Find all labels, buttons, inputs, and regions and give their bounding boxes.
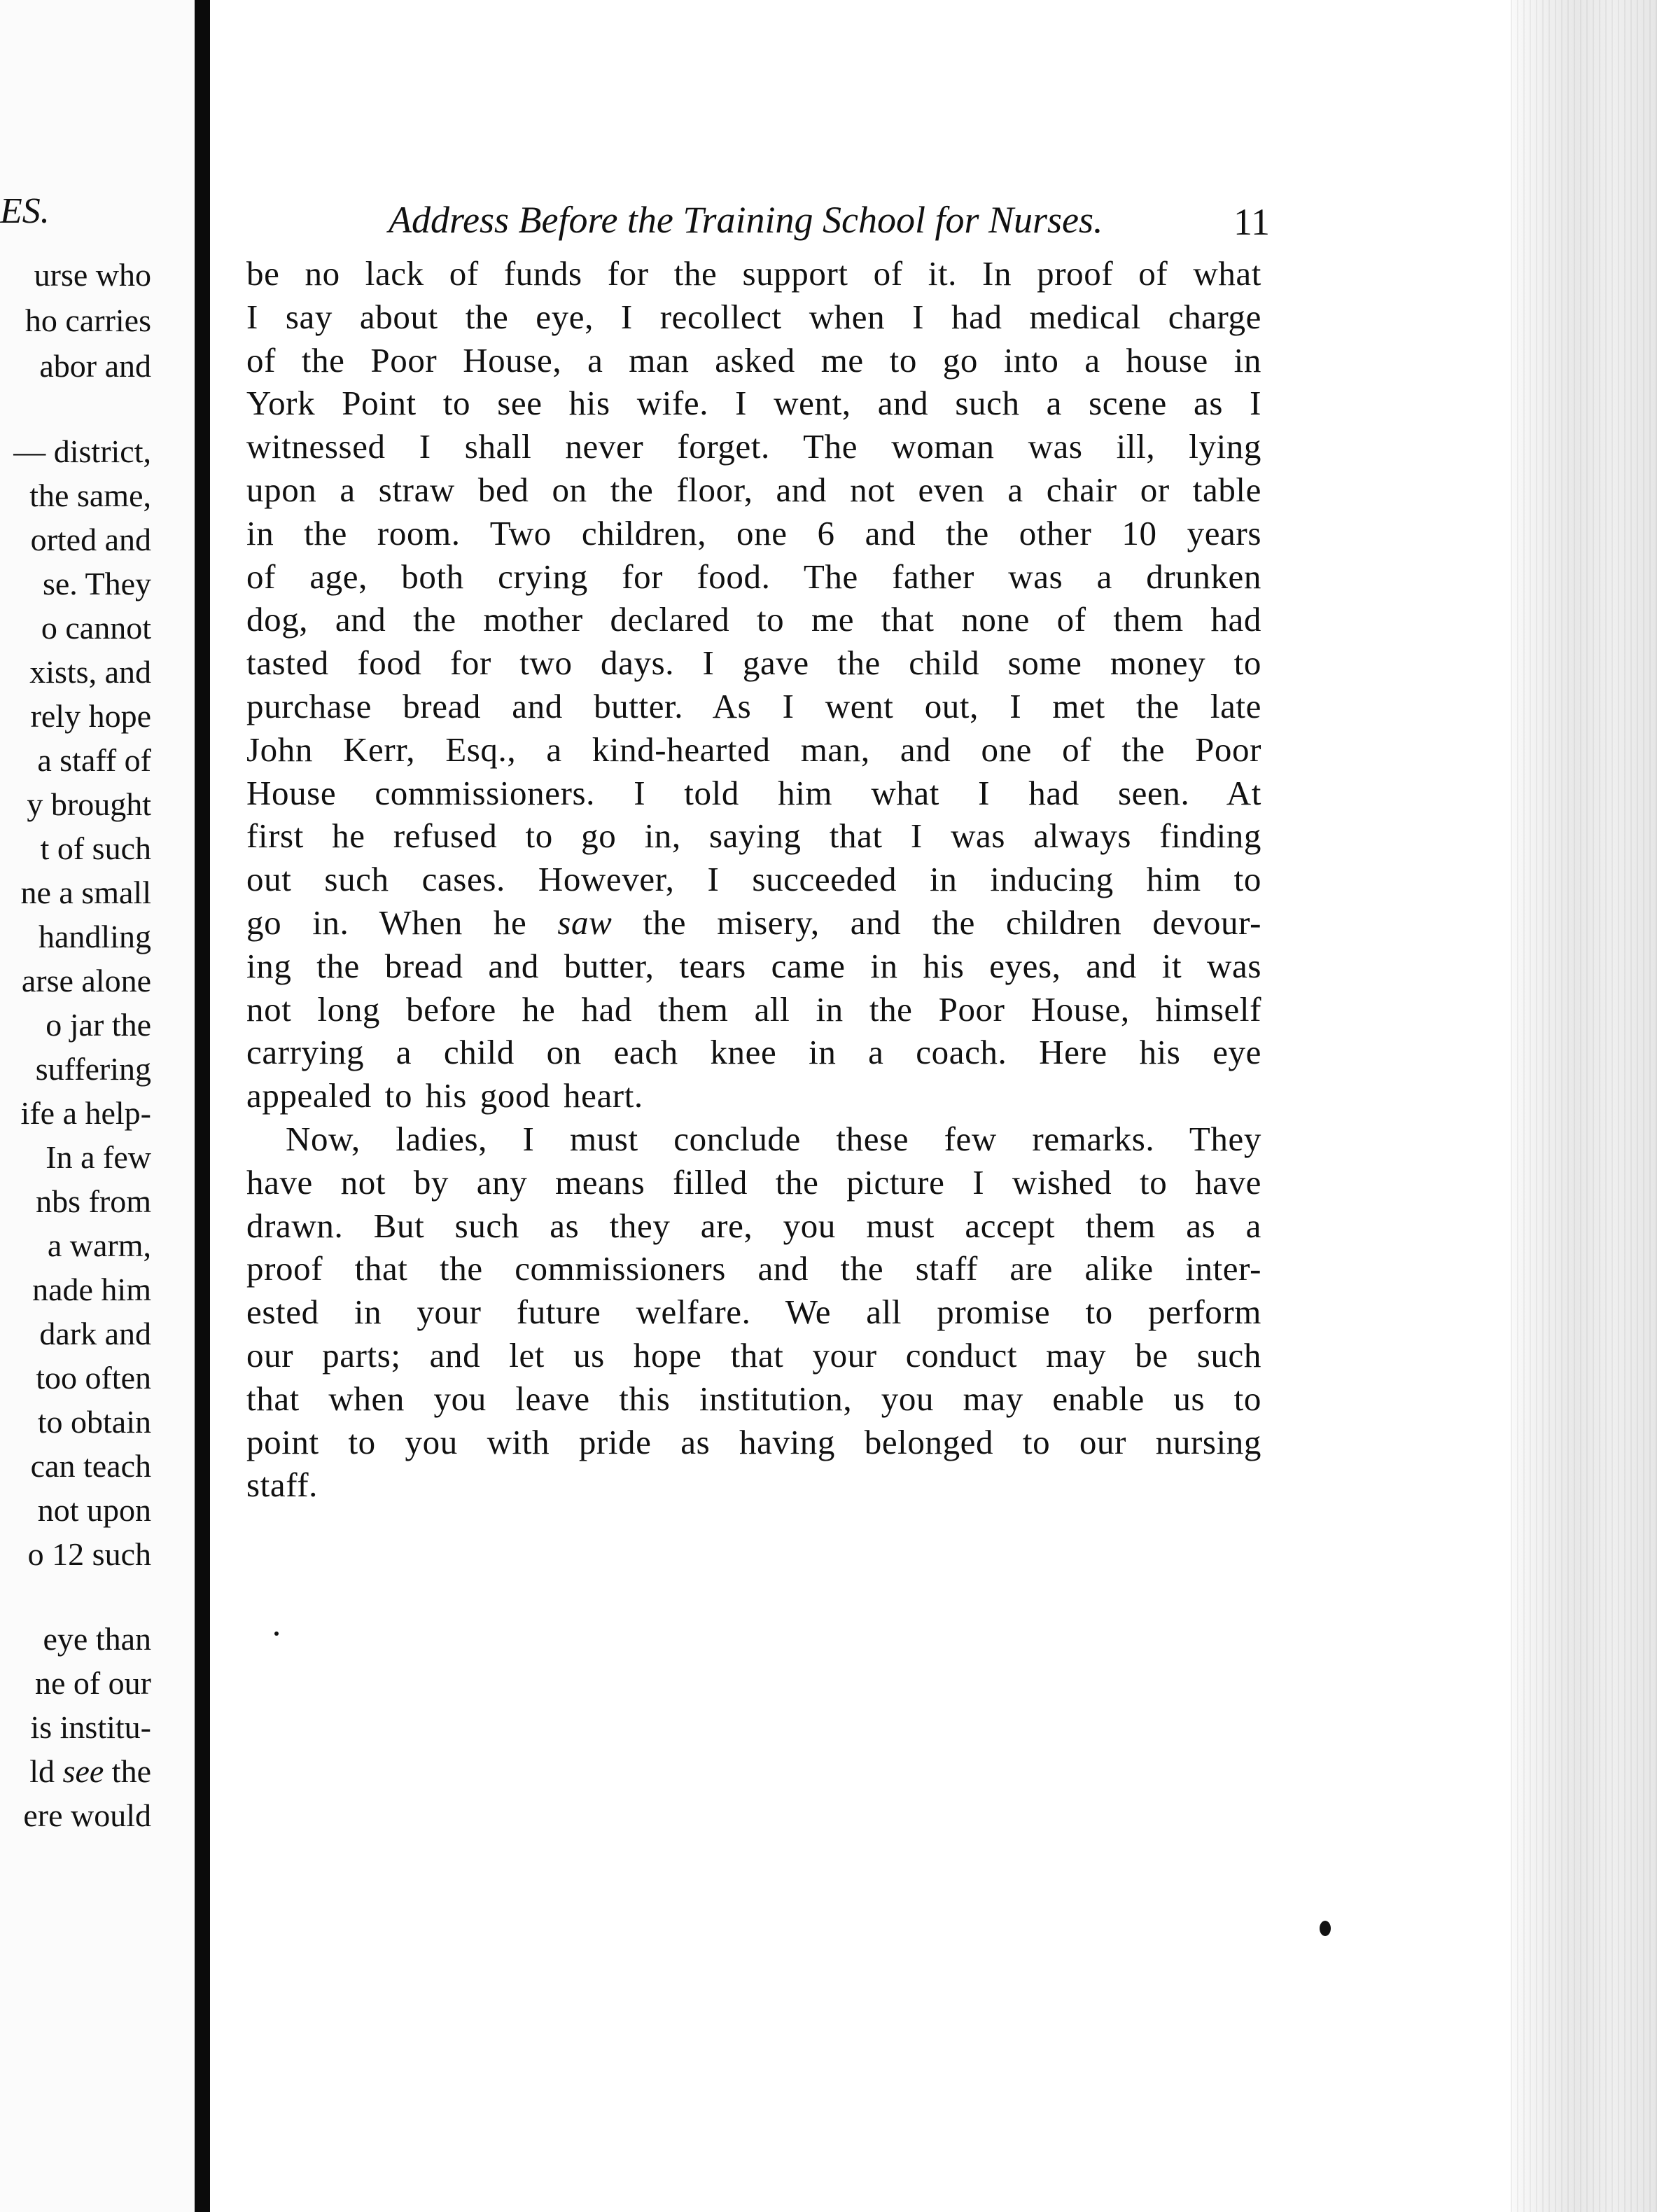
text-line: York Point to see his wife. I went, and such a scene as I [246, 384, 1261, 423]
left-text-line: ne a small [20, 875, 151, 910]
text-line: point to you with pride as having belonged to our nursing [246, 1422, 1261, 1461]
page-edge-stack [1511, 0, 1657, 2212]
left-text-line: ho carries [25, 302, 151, 338]
text-line: upon a straw bed on the floor, and not even a chair or table [246, 470, 1261, 509]
left-text-line [29, 1753, 151, 1790]
left-text-line: eye than [43, 1621, 151, 1657]
left-text-line: not upon [37, 1492, 151, 1528]
left-text-line: o jar the [46, 1007, 151, 1043]
text-line: be no lack of funds for the support of it. In proof of what [246, 254, 1261, 293]
page-edge-texture [1511, 0, 1657, 2212]
italic-word: saw [557, 903, 613, 942]
text-line: not long before he had them all in the Poor House, himself [246, 989, 1261, 1029]
left-text-line: a warm, [47, 1227, 151, 1263]
left-text-line: ere would [23, 1797, 151, 1833]
left-text-line: xists, and [29, 654, 151, 690]
text-line: I say about the eye, I recollect when I had medical charge [246, 297, 1261, 336]
left-line-end: the [104, 1753, 151, 1789]
text-line: carrying a child on each knee in a coach. Here his eye [246, 1033, 1261, 1072]
text-line: drawn. But such as they are, you must accept them as a [246, 1206, 1261, 1245]
left-text-line: t of such [40, 830, 151, 866]
text-line: House commissioners. I told him what I had seen. At [246, 773, 1261, 812]
text-line: have not by any means filled the picture I wished to have [246, 1162, 1261, 1202]
ink-speck [274, 1632, 279, 1636]
left-text-line: arse alone [21, 963, 151, 999]
left-italic-word: see [62, 1753, 104, 1789]
body-text [246, 252, 1261, 1507]
left-text-line: nade him [32, 1272, 151, 1307]
text-line: proof that the commissioners and the staff are alike inter- [246, 1249, 1261, 1288]
left-text-line: handling [39, 919, 151, 954]
left-text-line: to obtain [37, 1404, 151, 1440]
left-text-line: suffering [35, 1051, 151, 1087]
line-end: the misery, and the children devour- [612, 903, 1261, 942]
left-text-line: rely hope [30, 698, 151, 734]
text-line: of age, both crying for food. The father was a drunken [246, 557, 1261, 596]
text-line: of the Poor House, a man asked me to go into a house in [246, 340, 1261, 380]
left-line-start: ld [29, 1753, 63, 1789]
left-text-line: is institu- [30, 1709, 151, 1745]
left-text-line: too often [36, 1360, 151, 1396]
text-line: ested in your future welfare. We all promise to perform [246, 1293, 1261, 1332]
left-text-line: dark and [39, 1316, 151, 1351]
text-line: staff. [246, 1466, 319, 1505]
left-text-line: a staff of [37, 742, 151, 778]
left-text-line: — district, [13, 433, 151, 469]
text-line: purchase bread and butter. As I went out, I met the late [246, 686, 1261, 725]
left-text-line: y brought [27, 786, 151, 822]
left-text-line: abor and [39, 348, 151, 384]
facing-page-left [0, 0, 195, 2212]
text-line [246, 901, 1261, 945]
left-running-head-fragment: ES. [0, 191, 50, 231]
text-line: first he refused to go in, saying that I was always finding [246, 816, 1261, 856]
text-line: that when you leave this institution, you may enable us to [246, 1379, 1261, 1418]
line-start: go in. When he [246, 903, 558, 942]
text-line: Now, ladies, I must conclude these few remarks. They [286, 1119, 1261, 1158]
text-line: our parts; and let us hope that your conduct may be such [246, 1335, 1261, 1375]
text-line: witnessed I shall never forget. The woman was ill, lying [246, 427, 1261, 466]
left-text-line: ne of our [34, 1665, 151, 1701]
text-line: dog, and the mother declared to me that none of them had [246, 600, 1261, 639]
left-text-line: o 12 such [27, 1536, 151, 1572]
left-text-line: ife a help- [20, 1095, 151, 1131]
left-text-line: o cannot [41, 610, 151, 646]
text-line: tasted food for two days. I gave the child some money to [246, 644, 1261, 683]
book-gutter [195, 0, 210, 2212]
text-line: in the room. Two children, one 6 and the other 10 years [246, 513, 1261, 552]
left-text-line: se. They [42, 566, 151, 601]
text-line: appealed to his good heart. [246, 1076, 643, 1115]
left-text-line: urse who [34, 257, 151, 293]
text-line: out such cases. However, I succeeded in inducing him to [246, 860, 1261, 899]
left-text-line: the same, [29, 478, 151, 513]
left-text-line: nbs from [36, 1183, 151, 1219]
text-line: John Kerr, Esq., a kind-hearted man, and one of the Poor [246, 730, 1261, 769]
page-number: 11 [1233, 201, 1270, 243]
ink-blot [1320, 1921, 1331, 1936]
running-head: Address Before the Training School for Nurses. [389, 199, 1103, 241]
left-text-line: can teach [30, 1448, 151, 1484]
left-text-line: orted and [30, 522, 151, 557]
text-line: ing the bread and butter, tears came in his eyes, and it was [246, 946, 1261, 985]
left-text-line: In a few [46, 1139, 151, 1175]
